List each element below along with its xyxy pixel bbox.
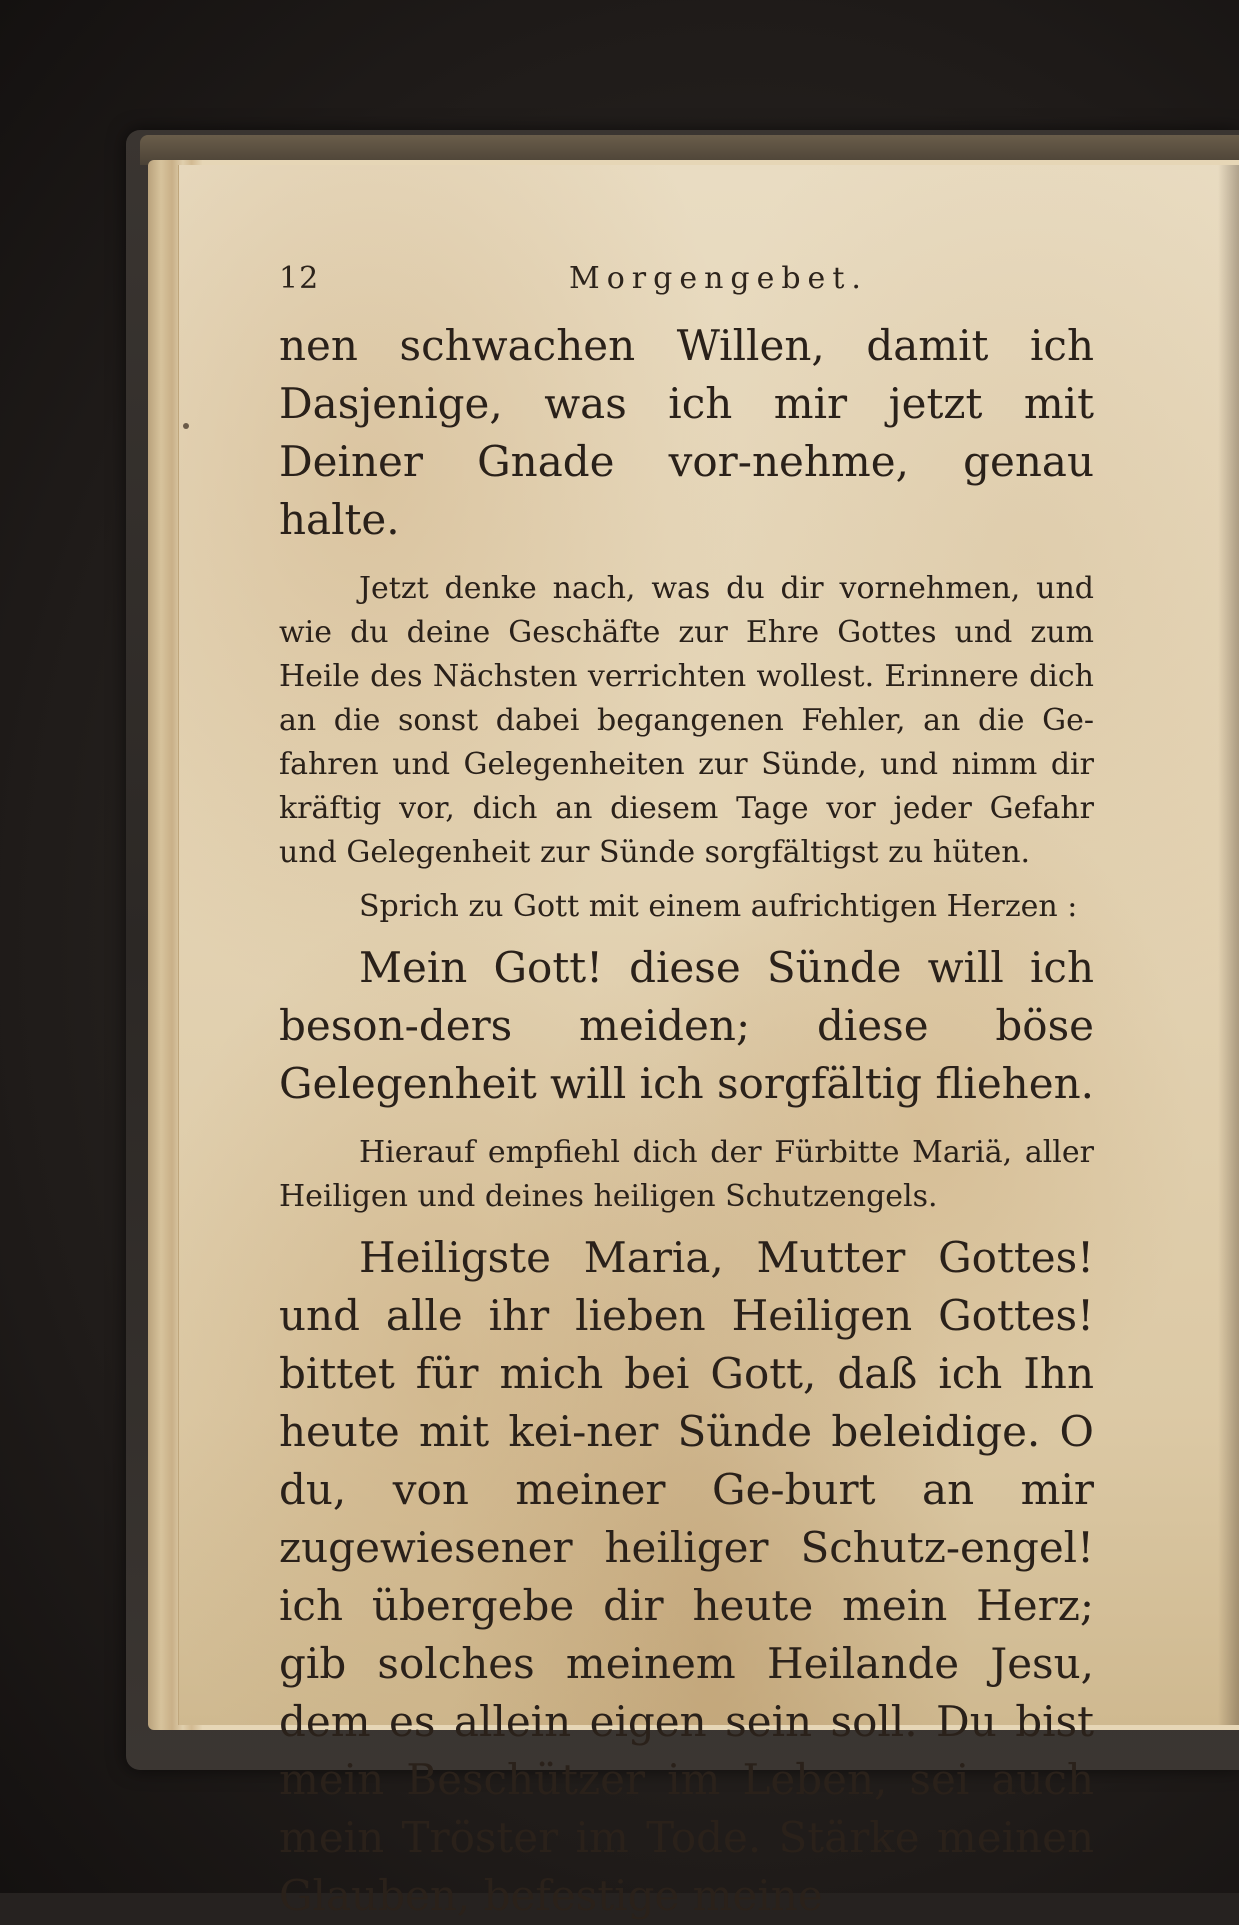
paragraph-1: nen schwachen Willen, damit ich Dasjenige, was ich mir jetzt mit Deiner Gnade vor-nehme, genau halte. [279,321,1094,544]
paragraph-4: Mein Gott! diese Sünde will ich beson-ders meiden; diese böse Gelegenheit will ich sorgfältig fliehen. [279,943,1094,1108]
paragraph-6: Heiligste Maria, Mutter Gottes! und alle ihr lieben Heiligen Gottes! bittet für mich bei Gott, daß ich Ihn heute mit kei-ner Sünde beleidige. O du, von meiner Ge-burt an mir zugewiesener heiliger Schutz-engel! ich übergebe dir heute mein Herz; gib solches meinem Heilande Jesu, dem es allein eigen sein soll. Du bist mein Beschützer im Leben, sei auch mein Tröster im Tode. Stärke meinen Glauben, befestige meine [279,1233,1094,1920]
margin-mark [183,423,189,429]
paragraph-3: Sprich zu Gott mit einem aufrichtigen Herzen : [359,889,1078,924]
running-head: Morgengebet. [569,261,868,296]
page-header [279,261,1059,321]
paragraph-2: Jetzt denke nach, was du dir vornehmen, und wie du deine Geschäfte zur Ehre Gottes und zum Heile des Nächsten verrichten wollest. Erinnere dich an die sonst dabei begangenen Fehler, an die Ge-fahren und Gelegenheiten zur Sünde, und nimm dir kräftig vor, dich an diesem Tage vor jeder Gefahr und Gelegenheit zur Sünde sorgfältigst zu hüten. [279,571,1094,870]
body-text [279,317,1094,1925]
page-gutter-shadow [1218,165,1239,1725]
book-page [178,165,1239,1920]
paragraph-5: Hierauf empfiehl dich der Fürbitte Mariä, aller Heiligen und deines heiligen Schutzengels. [279,1135,1094,1214]
page-number: 12 [279,261,320,296]
